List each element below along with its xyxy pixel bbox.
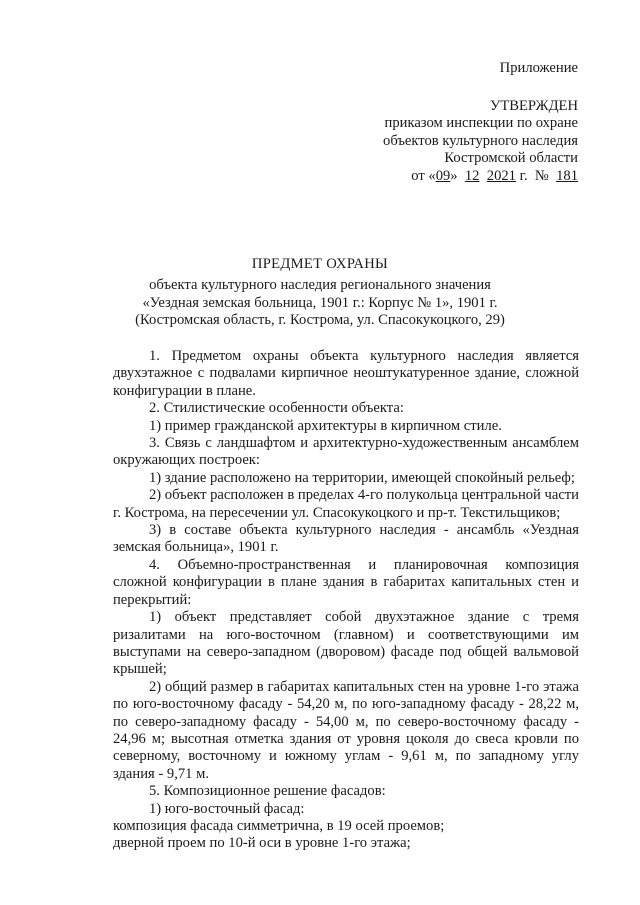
approval-line-1: приказом инспекции по охране — [384, 115, 578, 132]
paragraph: 3. Связь с ландшафтом и архитектурно-художественным ансамблем окружающих построек: — [113, 435, 579, 469]
order-day: 09 — [435, 167, 451, 184]
title-subline-2: «Уездная земская больница, 1901 г.: Корпус № 1», 1901 г. — [142, 294, 498, 311]
order-line — [383, 168, 578, 185]
paragraph: 2) общий размер в габаритах капитальных стен на уровне 1-го этажа по юго-восточному фасаду - 54,20 м, по юго-западному фасаду - 28,22 м, по северо-западному фасаду - 54,00 м, по северо-восточному фасаду - 24,96 м; высотная отметка здания от уровня цоколя до свеса кровли по северному, восточному и южному углам - 9,61 м, по западному углу здания - 9,71 м. — [113, 678, 579, 782]
appendix-text: Приложение — [499, 60, 578, 76]
title-subline-3: (Костромская область, г. Кострома, ул. Спасокукоцкого, 29) — [135, 312, 505, 329]
document-body — [113, 348, 579, 853]
paragraph: 1) здание расположено на территории, имеющей спокойный рельеф; — [149, 469, 575, 486]
approval-block — [383, 98, 578, 185]
paragraph: 4. Объемно-пространственная и планировочная композиция сложной конфигурации в плане здания в габаритах капитальных стен и перекрытий: — [113, 556, 579, 608]
paragraph: композиция фасада симметрична, в 19 осей проемов; — [113, 817, 445, 834]
paragraph: дверной проем по 10-й оси в уровне 1-го этажа; — [113, 835, 411, 852]
approval-line-3: Костромской области — [444, 150, 578, 167]
paragraph: 1) объект представляет собой двухэтажное здание с тремя ризалитами на юго-восточном (главном) и соответствующими им выступами на северо-западном (дворовом) фасаде под общей вальмовой крышей; — [113, 609, 579, 678]
title-subline-1: объекта культурного наследия регионального значения — [149, 277, 491, 294]
approved-heading: УТВЕРЖДЕН — [490, 98, 578, 114]
paragraph: 1) пример гражданской архитектуры в кирпичном стиле. — [149, 417, 502, 434]
order-prefix: от « — [411, 167, 436, 184]
paragraph: 2. Стилистические особенности объекта: — [149, 400, 404, 417]
approval-line-2: объектов культурного наследия — [383, 132, 578, 149]
title-block — [0, 256, 640, 330]
appendix-label — [500, 60, 578, 77]
order-month: 12 — [464, 167, 480, 184]
order-year: 2021 — [486, 167, 516, 184]
document-title: ПРЕДМЕТ ОХРАНЫ — [251, 256, 389, 272]
paragraph: 1) юго-восточный фасад: — [149, 800, 305, 817]
order-sep-2 — [479, 168, 486, 184]
paragraph: 3) в составе объекта культурного наследия - ансамбль «Уездная земская больница», 1901 г. — [113, 522, 579, 556]
paragraph: 5. Композиционное решение фасадов: — [149, 783, 386, 800]
paragraph: 1. Предметом охраны объекта культурного наследия является двухэтажное с подвалами кирпичное неоштукатуренное здание, сложной конфигурации в плане. — [113, 348, 579, 399]
order-number: 181 — [556, 167, 578, 184]
order-sep-3: г. № — [515, 167, 557, 184]
paragraph: 2) объект расположен в пределах 4-го полукольца центральной части г. Кострома, на пересечении ул. Спасокукоцкого и пр-т. Текстильщиков; — [113, 487, 579, 521]
order-sep-1: » — [450, 167, 465, 184]
